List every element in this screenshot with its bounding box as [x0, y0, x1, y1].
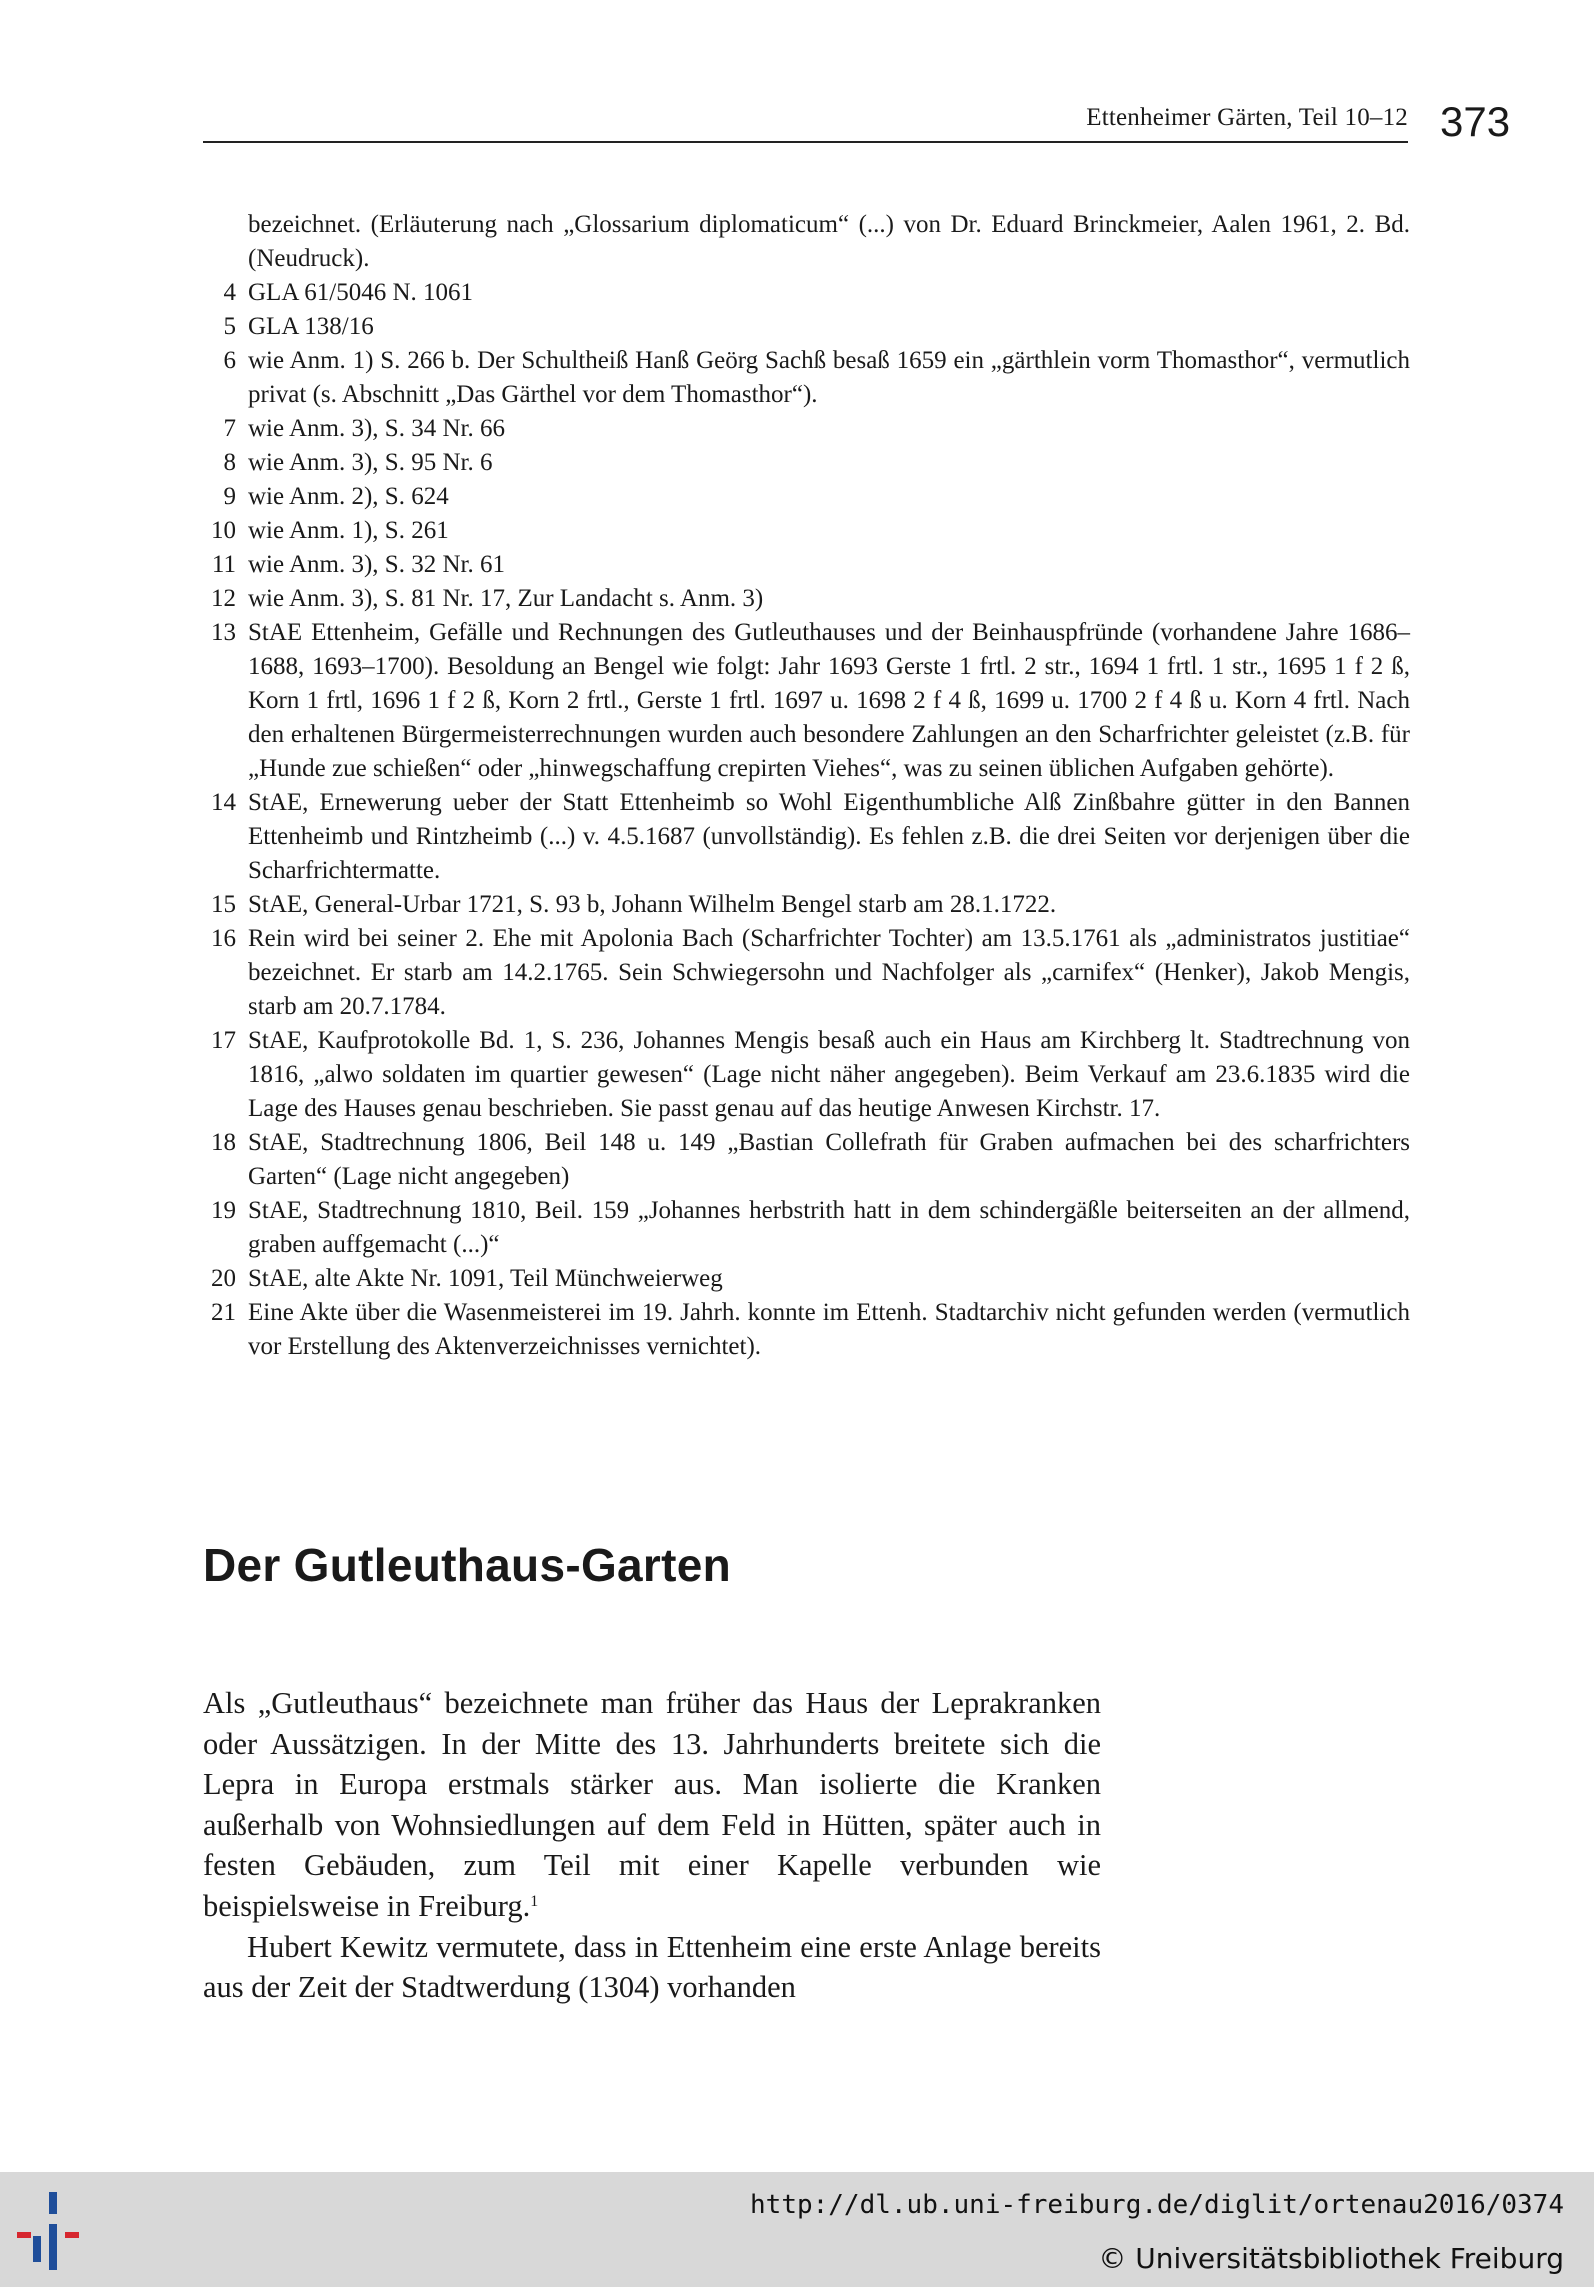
endnote	[195, 412, 1410, 446]
endnote	[195, 310, 1410, 344]
endnote	[195, 922, 1410, 1024]
endnote-text: StAE, Ernewerung ueber der Statt Ettenheimb so Wohl Eigenthumbliche Alß Zinßbahre gütter in den Bannen Ettenheimb und Rintzheimb (...) v. 4.5.1687 (unvollständig). Es fehlen z.B. die drei Seiten vor derjenigen über die Scharfrichtermatte.	[248, 789, 1410, 884]
endnote-text: wie Anm. 3), S. 81 Nr. 17, Zur Landacht s. Anm. 3)	[248, 585, 764, 612]
endnote-text: Eine Akte über die Wasenmeisterei im 19. Jahrh. konnte im Ettenh. Stadtarchiv nicht gefunden werden (vermutlich vor Erstellung des Aktenverzeichnisses vernichtet).	[248, 1299, 1410, 1360]
endnote-number: 9	[223, 483, 236, 510]
endnote	[195, 616, 1410, 786]
logo-bar-blue-2	[49, 2224, 57, 2270]
endnote-number: 10	[211, 517, 236, 544]
endnote-text: StAE, General-Urbar 1721, S. 93 b, Johann Wilhelm Bengel starb am 28.1.1722.	[248, 891, 1057, 918]
endnote-text: GLA 61/5046 N. 1061	[248, 279, 473, 306]
endnote-number	[195, 208, 248, 276]
endnote	[195, 1126, 1410, 1194]
endnote-number: 19	[211, 1197, 236, 1224]
logo-bar-blue-3	[33, 2236, 41, 2262]
logo-bar-red-1	[17, 2232, 31, 2238]
body-text	[203, 1683, 1101, 2008]
endnote	[195, 1024, 1410, 1126]
endnote	[195, 548, 1410, 582]
endnote	[195, 514, 1410, 548]
endnote	[195, 1262, 1410, 1296]
endnote-number: 14	[211, 789, 236, 816]
endnote	[195, 786, 1410, 888]
endnote	[195, 1194, 1410, 1262]
endnote-number: 6	[223, 347, 236, 374]
body-paragraph	[203, 1927, 1101, 2008]
footer-bar	[0, 2172, 1594, 2287]
section-heading: Der Gutleuthaus-Garten	[203, 1539, 732, 1591]
endnote-text: bezeichnet. (Erläuterung nach „Glossarium diplomaticum“ (...) von Dr. Eduard Brinckmeier, Aalen 1961, 2. Bd. (Neudruck).	[248, 211, 1410, 272]
endnote-text: wie Anm. 3), S. 32 Nr. 61	[248, 551, 505, 578]
body-paragraph	[203, 1683, 1101, 1927]
endnote-text: wie Anm. 1) S. 266 b. Der Schultheiß Hanß Geörg Sachß besaß 1659 ein „gärthlein vorm Thomasthor“, vermutlich privat (s. Abschnitt „Das Gärthel vor dem Thomasthor“).	[248, 347, 1410, 408]
endnote-number: 8	[223, 449, 236, 476]
endnote-number: 5	[223, 313, 236, 340]
endnote-text: wie Anm. 1), S. 261	[248, 517, 449, 544]
endnote-text: wie Anm. 3), S. 95 Nr. 6	[248, 449, 493, 476]
footnote-marker: 1	[530, 1892, 539, 1910]
endnote-text: GLA 138/16	[248, 313, 374, 340]
endnote	[195, 480, 1410, 514]
endnote-number: 17	[211, 1027, 236, 1054]
endnote-number: 16	[211, 925, 236, 952]
endnote-text: StAE, Stadtrechnung 1806, Beil 148 u. 149 „Bastian Collefrath für Graben aufmachen bei des scharfrichters Garten“ (Lage nicht angegeben)	[248, 1129, 1410, 1190]
running-title: Ettenheimer Gärten, Teil 10–12	[1086, 104, 1408, 131]
ub-freiburg-logo-icon	[10, 2186, 100, 2276]
endnote-text: wie Anm. 3), S. 34 Nr. 66	[248, 415, 505, 442]
endnote-text: wie Anm. 2), S. 624	[248, 483, 449, 510]
endnote	[195, 1296, 1410, 1364]
endnote	[195, 446, 1410, 480]
endnote-number: 4	[223, 279, 236, 306]
endnote-text: StAE, alte Akte Nr. 1091, Teil Münchweierweg	[248, 1265, 723, 1292]
page-header	[203, 96, 1408, 143]
endnote-text: StAE, Stadtrechnung 1810, Beil. 159 „Johannes herbstrith hatt in dem schindergäßle beiterseiten an der allmend, graben auffgemacht (...)“	[248, 1197, 1410, 1258]
endnote	[195, 276, 1410, 310]
paragraph-text: Als „Gutleuthaus“ bezeichnete man früher das Haus der Leprakranken oder Aussätzigen. In der Mitte des 13. Jahrhunderts breitete sich die Lepra in Europa erstmals stärker aus. Man isolierte die Kranken außerhalb von Wohnsiedlungen auf dem Feld in Hütten, später auch in festen Gebäuden, zum Teil mit einer Kapelle verbunden wie beispielsweise in Freiburg.	[203, 1686, 1101, 1923]
endnote-number: 18	[211, 1129, 236, 1156]
endnote	[195, 888, 1410, 922]
endnote	[195, 344, 1410, 412]
page-number: 373	[1440, 98, 1511, 145]
endnote-number: 11	[211, 551, 236, 578]
endnote-text: Rein wird bei seiner 2. Ehe mit Apolonia Bach (Scharfrichter Tochter) am 13.5.1761 als „administratos justitiae“ bezeichnet. Er starb am 14.2.1765. Sein Schwiegersohn und Nachfolger als „carnifex“ (Henker), Jakob Mengis, starb am 20.7.1784.	[248, 925, 1410, 1020]
copyright-notice: © Universitätsbibliothek Freiburg	[1098, 2242, 1564, 2275]
endnote-number: 7	[223, 415, 236, 442]
endnotes-list	[195, 208, 1410, 1364]
endnote-number: 21	[211, 1299, 236, 1326]
logo-bar-blue-1	[49, 2192, 57, 2214]
paragraph-text: Hubert Kewitz vermutete, dass in Ettenheim eine erste Anlage bereits aus der Zeit der Stadtwerdung (1304) vorhanden	[203, 1929, 1101, 2005]
source-url-link[interactable]: http://dl.ub.uni-freiburg.de/diglit/ortenau2016/0374	[750, 2190, 1564, 2220]
endnote-number: 15	[211, 891, 236, 918]
endnote-number: 12	[211, 585, 236, 612]
logo-bar-red-2	[65, 2232, 79, 2238]
endnote-text: StAE, Kaufprotokolle Bd. 1, S. 236, Johannes Mengis besaß auch ein Haus am Kirchberg lt. Stadtrechnung von 1816, „alwo soldaten im quartier gewesen“ (Lage nicht näher angegeben). Beim Verkauf am 23.6.1835 wird die Lage des Hauses genau beschrieben. Sie passt genau auf das heutige Anwesen Kirchstr. 17.	[248, 1027, 1410, 1122]
endnote	[195, 208, 1410, 276]
endnote-text: StAE Ettenheim, Gefälle und Rechnungen des Gutleuthauses und der Beinhauspfründe (vorhandene Jahre 1686–1688, 1693–1700). Besoldung an Bengel wie folgt: Jahr 1693 Gerste 1 frtl. 2 str., 1694 1 frtl. 1 str., 1695 1 f 2 ß, Korn 1 frtl, 1696 1 f 2 ß, Korn 2 frtl., Gerste 1 frtl. 1697 u. 1698 2 f 4 ß, 1699 u. 1700 2 f 4 ß u. Korn 4 frtl. Nach den erhaltenen Bürgermeisterrechnungen wurden auch besondere Zahlungen an den Scharfrichter geleistet (z.B. für „Hunde zue schießen“ oder „hinwegschaffung crepirten Viehes“, was zu seinen üblichen Aufgaben gehörte).	[248, 619, 1410, 782]
endnote	[195, 582, 1410, 616]
endnote-number: 20	[211, 1265, 236, 1292]
endnote-number: 13	[211, 619, 236, 646]
